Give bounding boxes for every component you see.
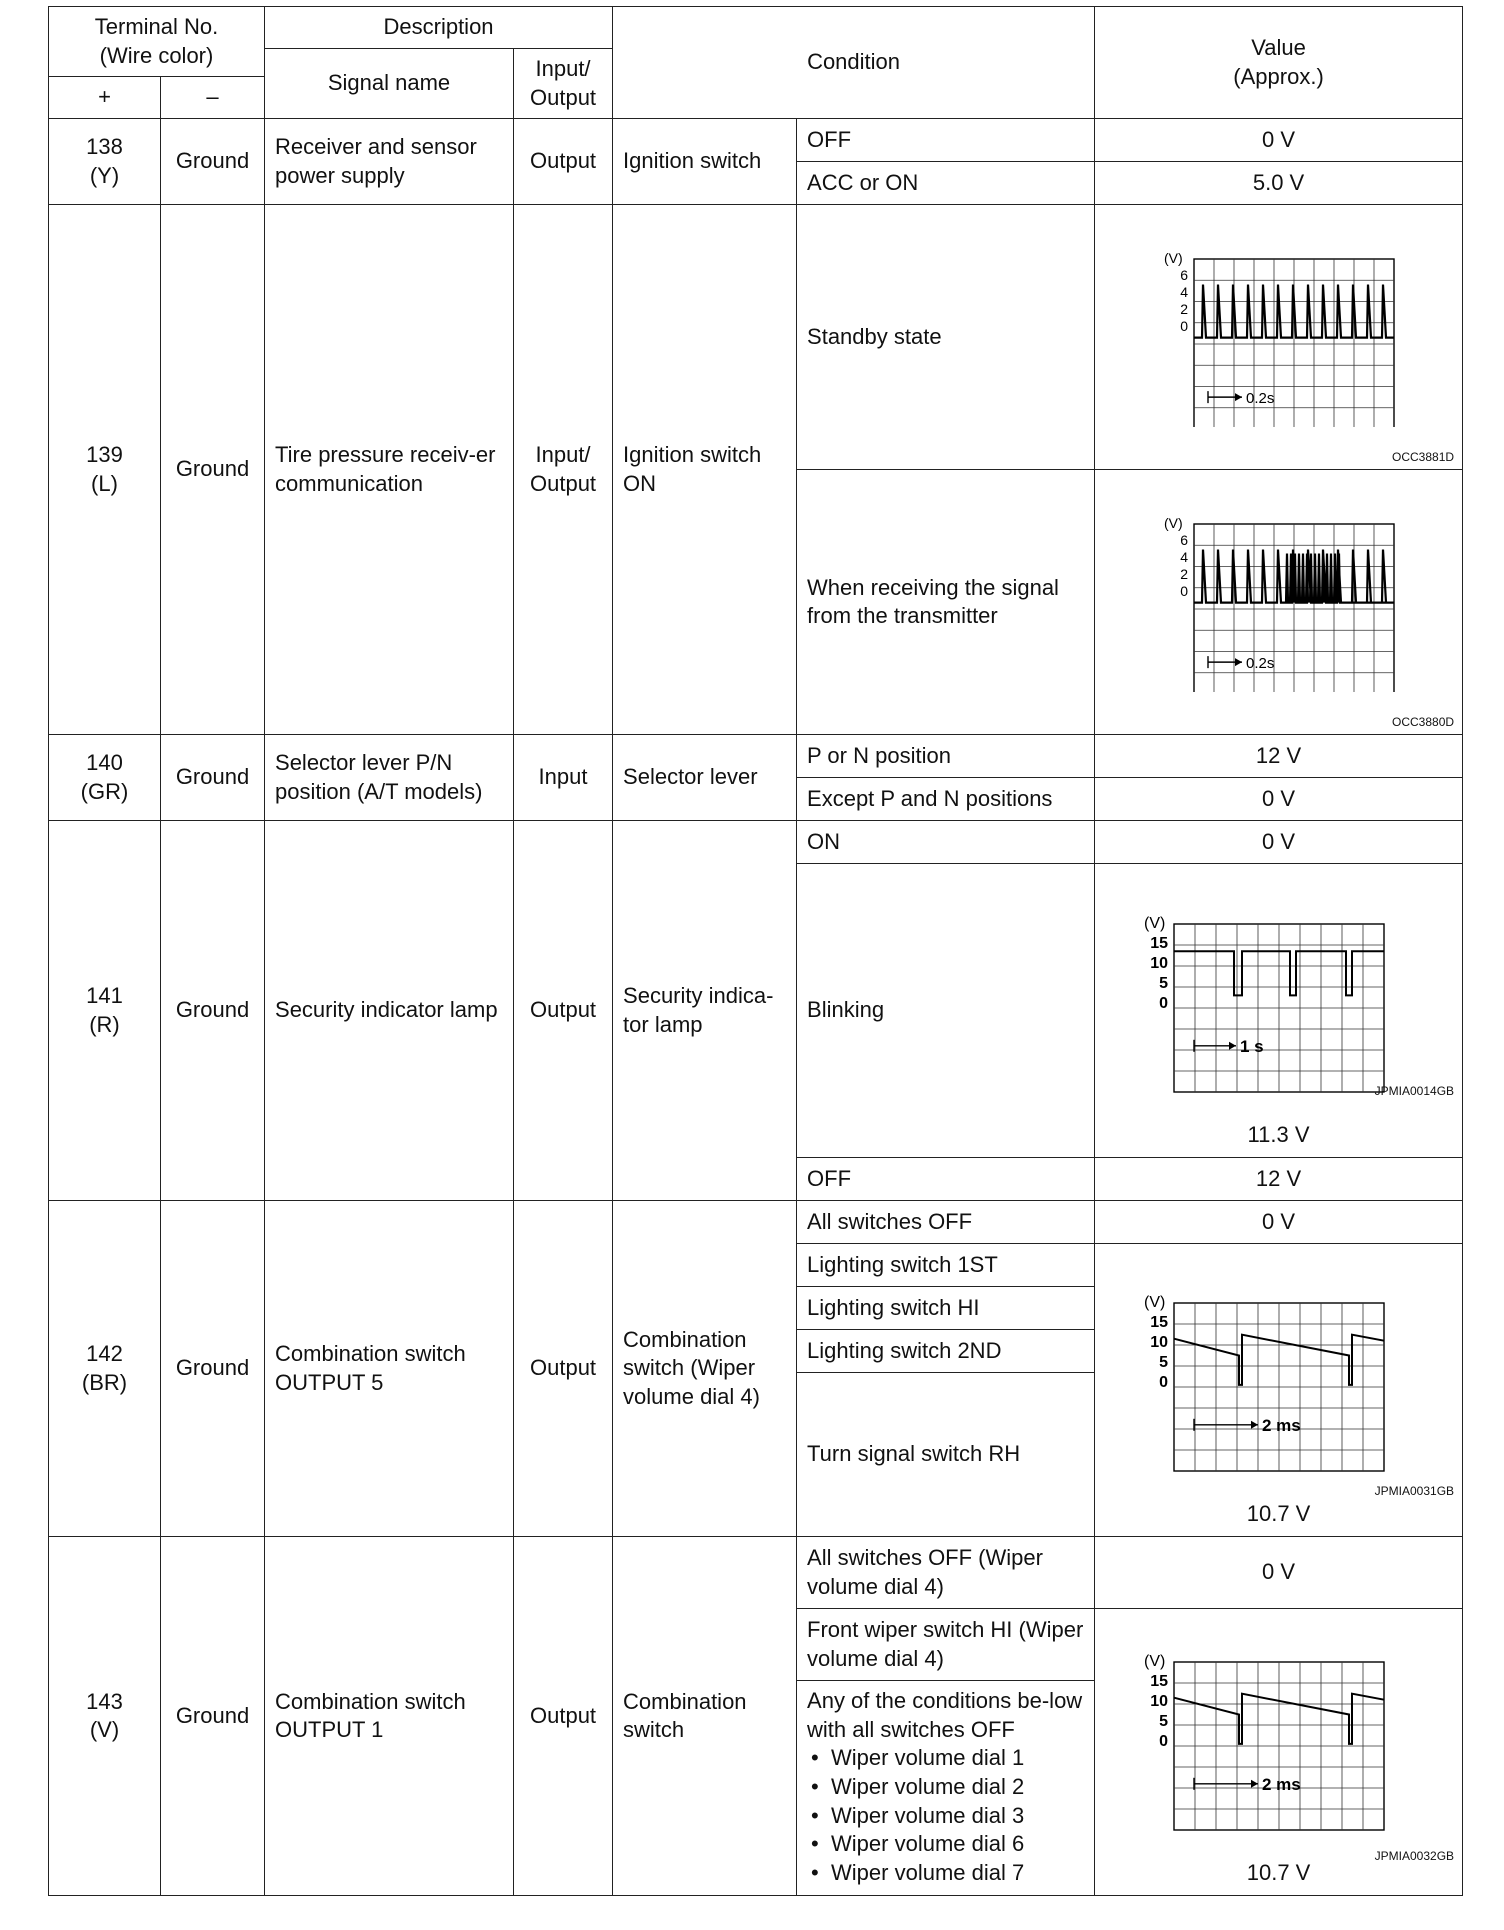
wire-color: (GR)	[80, 778, 129, 804]
waveform-cell	[1095, 470, 1463, 735]
terminal-number: 138	[86, 134, 123, 160]
header-input-output: Input/ Output	[514, 49, 613, 119]
list-item: • Wiper volume dial 2	[831, 1773, 1084, 1802]
terminal-cell	[49, 119, 161, 205]
arrow-head	[1251, 1779, 1258, 1787]
tick-label: 5	[1158, 1712, 1168, 1730]
value-cell: 0 V	[1095, 778, 1463, 821]
arrow-head	[1229, 1041, 1236, 1049]
figure-code: JPMIA0014GB	[1374, 1084, 1455, 1099]
io-cell: Input	[514, 735, 613, 821]
tick-label: 4	[1179, 284, 1188, 301]
value-text: 10.7 V	[1246, 1500, 1311, 1526]
table-row	[49, 1201, 1463, 1244]
signal-name-cell: Tire pressure receiv-er communication	[265, 205, 514, 735]
waveform-chart	[1139, 1652, 1419, 1837]
state-cell: All switches OFF	[797, 1201, 1095, 1244]
value-text: 11.3 V	[1247, 1121, 1310, 1147]
wire-color: (R)	[89, 1011, 120, 1037]
tick-label: 6	[1179, 267, 1188, 284]
terminal-cell	[49, 1201, 161, 1537]
state-cell: Lighting switch HI	[797, 1287, 1095, 1330]
state-cell: Turn signal switch RH	[797, 1373, 1095, 1537]
header-plus: +	[49, 77, 161, 119]
tick-label: 4	[1179, 549, 1188, 566]
signal-name-cell: Selector lever P/N position (A/T models)	[265, 735, 514, 821]
signal-name-cell: Security indicator lamp	[265, 821, 514, 1201]
wire-color: (Y)	[89, 162, 120, 188]
value-text: 10.7 V	[1246, 1859, 1311, 1885]
header-terminal	[49, 7, 265, 77]
state-cell: Front wiper switch HI (Wiper volume dial 4)	[797, 1609, 1095, 1681]
tick-label: 5	[1158, 1353, 1168, 1371]
header-value-label: Value	[1251, 35, 1306, 60]
io-cell: Output	[514, 1537, 613, 1896]
list-item: • Wiper volume dial 6	[831, 1830, 1084, 1859]
value-cell: 0 V	[1095, 1537, 1463, 1609]
header-terminal-no: Terminal No.	[94, 14, 219, 40]
list-item: • Wiper volume dial 7	[831, 1859, 1084, 1888]
tick-label: 10	[1149, 1333, 1168, 1351]
terminal-table	[48, 6, 1463, 1896]
wire-color: (BR)	[81, 1369, 128, 1395]
state-cell	[797, 1681, 1095, 1896]
tick-label: 0	[1158, 994, 1168, 1012]
condition-cell: Selector lever	[613, 735, 797, 821]
tick-label: 15	[1149, 934, 1168, 952]
state-cell: OFF	[797, 119, 1095, 162]
io-cell: Output	[514, 119, 613, 205]
waveform-chart	[1149, 247, 1409, 427]
header-signal-name: Signal name	[265, 49, 514, 119]
waveform-cell	[1095, 1609, 1463, 1896]
waveform-cell	[1095, 864, 1463, 1158]
terminal-number: 139	[86, 442, 123, 468]
state-cell: All switches OFF (Wiper volume dial 4)	[797, 1537, 1095, 1609]
condition-cell: Security indica-tor lamp	[613, 821, 797, 1201]
axis-unit: (V)	[1143, 1293, 1165, 1311]
terminal-cell	[49, 735, 161, 821]
terminal-number: 140	[86, 750, 123, 776]
io-cell: Output	[514, 821, 613, 1201]
terminal-cell	[49, 205, 161, 735]
list-item: • Wiper volume dial 1	[831, 1744, 1084, 1773]
figure-code: OCC3881D	[1392, 449, 1455, 464]
axis-unit: (V)	[1163, 250, 1183, 267]
header-wire-color: (Wire color)	[99, 42, 214, 68]
terminal-cell	[49, 1537, 161, 1896]
condition-cell: Ignition switch ON	[613, 205, 797, 735]
tick-label: 0	[1158, 1373, 1168, 1391]
axis-unit: (V)	[1163, 515, 1183, 532]
table-row	[49, 821, 1463, 864]
waveform-chart	[1149, 512, 1409, 692]
state-cell: Lighting switch 1ST	[797, 1244, 1095, 1287]
terminal-number: 143	[86, 1688, 123, 1714]
state-cell: Except P and N positions	[797, 778, 1095, 821]
signal-name-cell: Combination switch OUTPUT 1	[265, 1537, 514, 1896]
condition-cell: Combination switch (Wiper volume dial 4)	[613, 1201, 797, 1537]
arrow-head	[1235, 658, 1242, 666]
io-cell: Input/ Output	[514, 205, 613, 735]
tick-label: 2	[1179, 301, 1188, 318]
state-label: Any of the conditions be-low with all switches OFF	[807, 1688, 1083, 1742]
header-value	[1095, 7, 1463, 119]
waveform-chart	[1139, 914, 1419, 1099]
ground-cell: Ground	[161, 205, 265, 735]
ground-cell: Ground	[161, 735, 265, 821]
condition-cell: Ignition switch	[613, 119, 797, 205]
table-row	[49, 205, 1463, 470]
wire-color: (V)	[89, 1717, 120, 1743]
state-cell: ACC or ON	[797, 162, 1095, 205]
table-row	[49, 119, 1463, 162]
tick-label: 0	[1179, 583, 1188, 600]
tick-label: 10	[1149, 1692, 1168, 1710]
tick-label: 15	[1149, 1672, 1168, 1690]
axis-unit: (V)	[1143, 1652, 1165, 1670]
waveform-trace	[1194, 550, 1394, 603]
header-condition: Condition	[613, 7, 1095, 119]
ground-cell: Ground	[161, 119, 265, 205]
figure-code: JPMIA0032GB	[1374, 1849, 1455, 1864]
header-description: Description	[265, 7, 613, 49]
value-cell: 0 V	[1095, 821, 1463, 864]
io-cell: Output	[514, 1201, 613, 1537]
tick-label: 10	[1149, 954, 1168, 972]
time-label: 0.2s	[1245, 655, 1274, 673]
state-cell: Standby state	[797, 205, 1095, 470]
header-minus: –	[161, 77, 265, 119]
wire-color: (L)	[91, 470, 118, 496]
ground-cell: Ground	[161, 821, 265, 1201]
tick-label: 0	[1158, 1732, 1168, 1750]
state-cell: ON	[797, 821, 1095, 864]
time-label: 0.2s	[1245, 390, 1274, 408]
terminal-number: 141	[86, 983, 123, 1009]
value-cell: 12 V	[1095, 735, 1463, 778]
value-cell: 5.0 V	[1095, 162, 1463, 205]
terminal-number: 142	[86, 1341, 123, 1367]
signal-name-cell: Receiver and sensor power supply	[265, 119, 514, 205]
tick-label: 15	[1149, 1313, 1168, 1331]
state-cell: Lighting switch 2ND	[797, 1330, 1095, 1373]
waveform-cell	[1095, 1244, 1463, 1537]
bullet-list	[807, 1744, 1084, 1887]
tick-label: 5	[1158, 974, 1168, 992]
signal-name-cell: Combination switch OUTPUT 5	[265, 1201, 514, 1537]
state-cell: P or N position	[797, 735, 1095, 778]
figure-code: OCC3880D	[1392, 714, 1455, 729]
arrow-head	[1235, 393, 1242, 401]
state-cell: When receiving the signal from the transmitter	[797, 470, 1095, 735]
value-cell: 0 V	[1095, 119, 1463, 162]
time-label: 2 ms	[1261, 1415, 1301, 1435]
tick-label: 2	[1179, 566, 1188, 583]
table-row	[49, 735, 1463, 778]
ground-cell: Ground	[161, 1201, 265, 1537]
terminal-cell	[49, 821, 161, 1201]
waveform-chart	[1139, 1293, 1419, 1478]
figure-code: JPMIA0031GB	[1374, 1484, 1455, 1499]
time-label: 2 ms	[1261, 1774, 1301, 1794]
tick-label: 6	[1179, 532, 1188, 549]
state-cell: OFF	[797, 1158, 1095, 1201]
condition-cell: Combination switch	[613, 1537, 797, 1896]
time-label: 1 s	[1239, 1036, 1264, 1056]
list-item: • Wiper volume dial 3	[831, 1802, 1084, 1831]
tick-label: 0	[1179, 318, 1188, 335]
axis-unit: (V)	[1143, 914, 1165, 932]
waveform-cell	[1095, 205, 1463, 470]
value-cell: 0 V	[1095, 1201, 1463, 1244]
ground-cell: Ground	[161, 1537, 265, 1896]
header-approx-label: (Approx.)	[1233, 63, 1324, 89]
value-cell: 12 V	[1095, 1158, 1463, 1201]
arrow-head	[1251, 1420, 1258, 1428]
state-cell: Blinking	[797, 864, 1095, 1158]
table-row	[49, 1537, 1463, 1609]
